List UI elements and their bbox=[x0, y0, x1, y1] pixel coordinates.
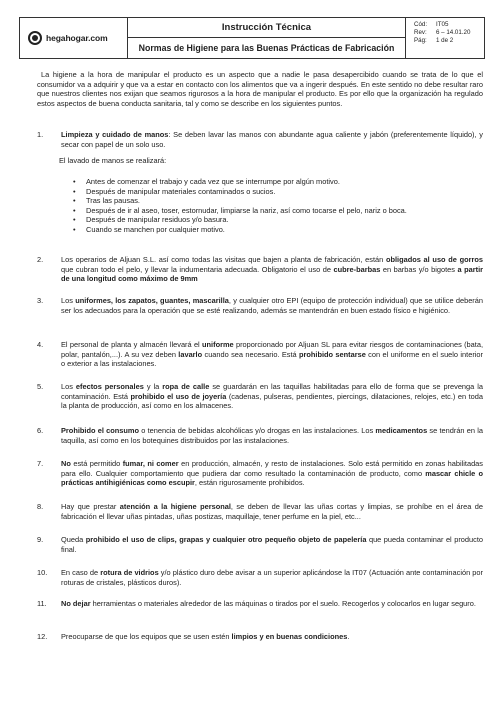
bold-text: prohibido el uso de joyería bbox=[130, 391, 227, 401]
logo bbox=[20, 18, 128, 58]
rule-item bbox=[37, 130, 483, 149]
bold-text: prohibido sentarse bbox=[298, 349, 366, 359]
text-run: o tenencia de bebidas alcohólicas y/o drogas en las instalaciones. Los bbox=[138, 426, 376, 435]
rule-text bbox=[61, 426, 483, 445]
text-run: que cubran todo el pelo, y llevar la indumentaria adecuada. Obligatorio el uso de bbox=[61, 264, 334, 274]
rule-text bbox=[61, 632, 483, 642]
text-run: cuando sea necesario. Está bbox=[202, 349, 299, 359]
bold-text: ropa de calle bbox=[162, 382, 210, 391]
document-meta bbox=[406, 18, 484, 58]
bold-text: obligados al uso de gorros bbox=[385, 255, 484, 264]
rule-item bbox=[37, 502, 483, 521]
rule-number: 11. bbox=[37, 599, 47, 608]
rule-number: 3. bbox=[37, 296, 44, 305]
rule-number: 2. bbox=[37, 255, 44, 264]
rule-item bbox=[37, 632, 483, 642]
rule-text bbox=[61, 382, 483, 411]
document-type: Instrucción Técnica bbox=[128, 18, 405, 38]
meta-revision: Rev: 6 – 14.01.20 bbox=[414, 29, 471, 36]
bold-text: efectos personales bbox=[75, 382, 144, 391]
bold-text: limpios y en buenas condiciones bbox=[231, 632, 348, 641]
list-item: • Después de manipular materiales contaminados o sucios. bbox=[73, 187, 407, 197]
text-run: Queda bbox=[61, 535, 86, 544]
list-item: • Tras las pausas. bbox=[73, 196, 407, 206]
handwash-intro: El lavado de manos se realizará: bbox=[59, 156, 167, 165]
rule-item bbox=[37, 340, 483, 369]
list-item: • Cuando se manchen por cualquier motivo. bbox=[73, 225, 407, 235]
handwash-list bbox=[73, 177, 407, 235]
bold-text: atención a la higiene personal bbox=[119, 502, 231, 511]
text-run: El personal de planta y almacén llevará el bbox=[61, 340, 203, 349]
rule-item bbox=[37, 255, 483, 284]
text-run: que pueda contaminar el producto final. bbox=[61, 535, 483, 554]
text-run: , se deben de llevar las uñas cortas y limpias, se prohíbe en el área de fabricación el llevar uñas pintadas, uñas postizas, maquillaje, tener perfume en la piel, etc... bbox=[61, 502, 483, 521]
rule-text bbox=[61, 459, 483, 488]
rule-item bbox=[37, 459, 483, 488]
rule-item bbox=[37, 535, 483, 554]
text-run: (cadenas, pulseras, pendientes, piercings, dilataciones, relojes, etc.) en toda la planta de producción, así como en los almacenes. bbox=[61, 391, 483, 411]
text-run: Los operarios de Aljuan S.L. así como todas las visitas que bajen a planta de fabricación, están bbox=[61, 255, 386, 264]
text-run: está permitido bbox=[70, 459, 123, 468]
rule-item bbox=[37, 599, 483, 609]
text-run: en producción, almacén, y resto de instalaciones. Solo está permitido en zonas habilitadas para ello. Cualquier comportamiento que pudiera dar como resultado la contaminación de producto, como bbox=[61, 459, 483, 478]
title-cell bbox=[128, 18, 406, 58]
rule-number: 7. bbox=[37, 459, 44, 468]
text-run: y la bbox=[143, 382, 163, 391]
text-run: y/o plástico duro debe avisar a un superior aplicándose la IT07 (Actuación ante contaminación por roturas de cristales, plásticos duros). bbox=[61, 568, 483, 587]
list-item: • Después de ir al aseo, toser, estornudar, limpiarse la nariz, así como tocarse el pelo, nariz o boca. bbox=[73, 206, 407, 216]
rule-text bbox=[61, 340, 483, 369]
logo-text: hegahogar.com bbox=[46, 33, 108, 43]
rule-number: 12. bbox=[37, 632, 48, 641]
rule-text bbox=[61, 568, 483, 587]
bold-text: prohibido el uso de clips, grapas y cualquier otro pequeño objeto de papelería bbox=[85, 535, 367, 544]
rule-text bbox=[61, 599, 483, 609]
logo-icon bbox=[28, 31, 42, 45]
text-run: , y cualquier otro EPI (equipo de protección individual) que se utilice deberán ser los adecuados para la operación que se esté realizando, además se mantendrán en buen estado físico e higiénico. bbox=[61, 296, 483, 315]
bold-text: uniforme bbox=[202, 340, 234, 349]
text-run: Los bbox=[61, 382, 76, 391]
rule-number: 4. bbox=[37, 340, 44, 349]
rule-number: 8. bbox=[37, 502, 44, 511]
text-run: Preocuparse de que los equipos que se usen estén bbox=[61, 632, 232, 641]
text-run: , están rigurosamente prohibidos. bbox=[194, 478, 305, 488]
bold-text: a partir de una longitud como máximo de 9mm bbox=[61, 264, 483, 284]
text-run: proporcionado por Aljuan SL para evitar riesgos de contaminaciones (bata, polar, pantalón,...). A su vez deben bbox=[61, 340, 483, 359]
document-title: Normas de Higiene para las Buenas Prácticas de Fabricación bbox=[138, 43, 395, 53]
list-item: • Antes de comenzar el trabajo y cada vez que se interrumpe por algún motivo. bbox=[73, 177, 407, 187]
intro-paragraph: La higiene a la hora de manipular el producto es un aspecto que a nadie le pasa desapercibido cuando se trata de lo que el consumidor va a adquirir y que va a estar en contacto con los alimentos que va a ingerir después. En este sentido no debe resultar raro que nuestros clientes nos exijan que seamos rigurosos a la hora de manipular el producto. Es por ello que la organización ha regulado estos aspectos de buena conducta sanitaria, tal y como se describe en los siguientes puntos. bbox=[37, 70, 483, 108]
text-run: Los bbox=[61, 296, 76, 305]
rule-text bbox=[61, 502, 483, 521]
rule-number: 10. bbox=[37, 568, 48, 577]
text-run: : Se deben lavar las manos con abundante agua caliente y jabón (preferentemente líquido), y secar con papel de un solo uso. bbox=[61, 130, 483, 149]
bold-text: medicamentos bbox=[375, 426, 428, 435]
rule-text bbox=[61, 296, 483, 315]
bold-text: mascar chicle o prácticas antihigiénicas como escupir bbox=[61, 468, 483, 488]
bold-text: uniformes, los zapatos, guantes, mascarilla bbox=[75, 296, 229, 305]
rule-item bbox=[37, 382, 483, 411]
rule-item bbox=[37, 568, 483, 587]
rule-item bbox=[37, 296, 483, 315]
text-run: con el uniforme en el suelo interior o exterior a las instalaciones. bbox=[61, 349, 483, 369]
rule-number: 1. bbox=[37, 130, 44, 139]
text-run: En caso de bbox=[61, 568, 101, 577]
text-run: herramientas o materiales alrededor de las máquinas o tirados por el suelo. Recogerlos y colocarlos en lugar seguro. bbox=[90, 599, 476, 608]
text-run: en barbas y/o bigotes bbox=[380, 264, 458, 274]
bold-text: No dejar bbox=[61, 599, 91, 608]
list-item: • Después de manipular residuos y/o basura. bbox=[73, 215, 407, 225]
bold-text: Limpieza y cuidado de manos bbox=[61, 130, 169, 139]
bold-text: rotura de vidrios bbox=[100, 568, 159, 577]
rule-number: 5. bbox=[37, 382, 44, 391]
meta-code: Cód: IT05 bbox=[414, 21, 449, 28]
bold-text: Prohibido el consumo bbox=[61, 426, 139, 435]
rule-number: 9. bbox=[37, 535, 44, 544]
text-run: Hay que prestar bbox=[61, 502, 120, 511]
rule-item bbox=[37, 426, 483, 445]
text-run: se tendrán en la taquilla, así como en los botequines distribuidos por las instalaciones. bbox=[61, 426, 483, 445]
header-table bbox=[19, 17, 485, 59]
rule-text bbox=[61, 535, 483, 554]
bold-text: lavarlo bbox=[178, 349, 203, 359]
meta-page: Pág: 1 de 2 bbox=[414, 37, 454, 44]
bold-text: fumar, ni comer bbox=[122, 459, 179, 468]
rule-text bbox=[61, 130, 483, 149]
rule-number: 6. bbox=[37, 426, 44, 435]
text-run: . bbox=[347, 632, 350, 641]
rule-text bbox=[61, 255, 483, 284]
text-run: se guardarán en las taquillas habilitadas para ello de forma que se prevenga la contaminación. Está bbox=[61, 382, 484, 401]
bold-text: No bbox=[61, 459, 71, 468]
bold-text: cubre-barbas bbox=[333, 264, 381, 274]
